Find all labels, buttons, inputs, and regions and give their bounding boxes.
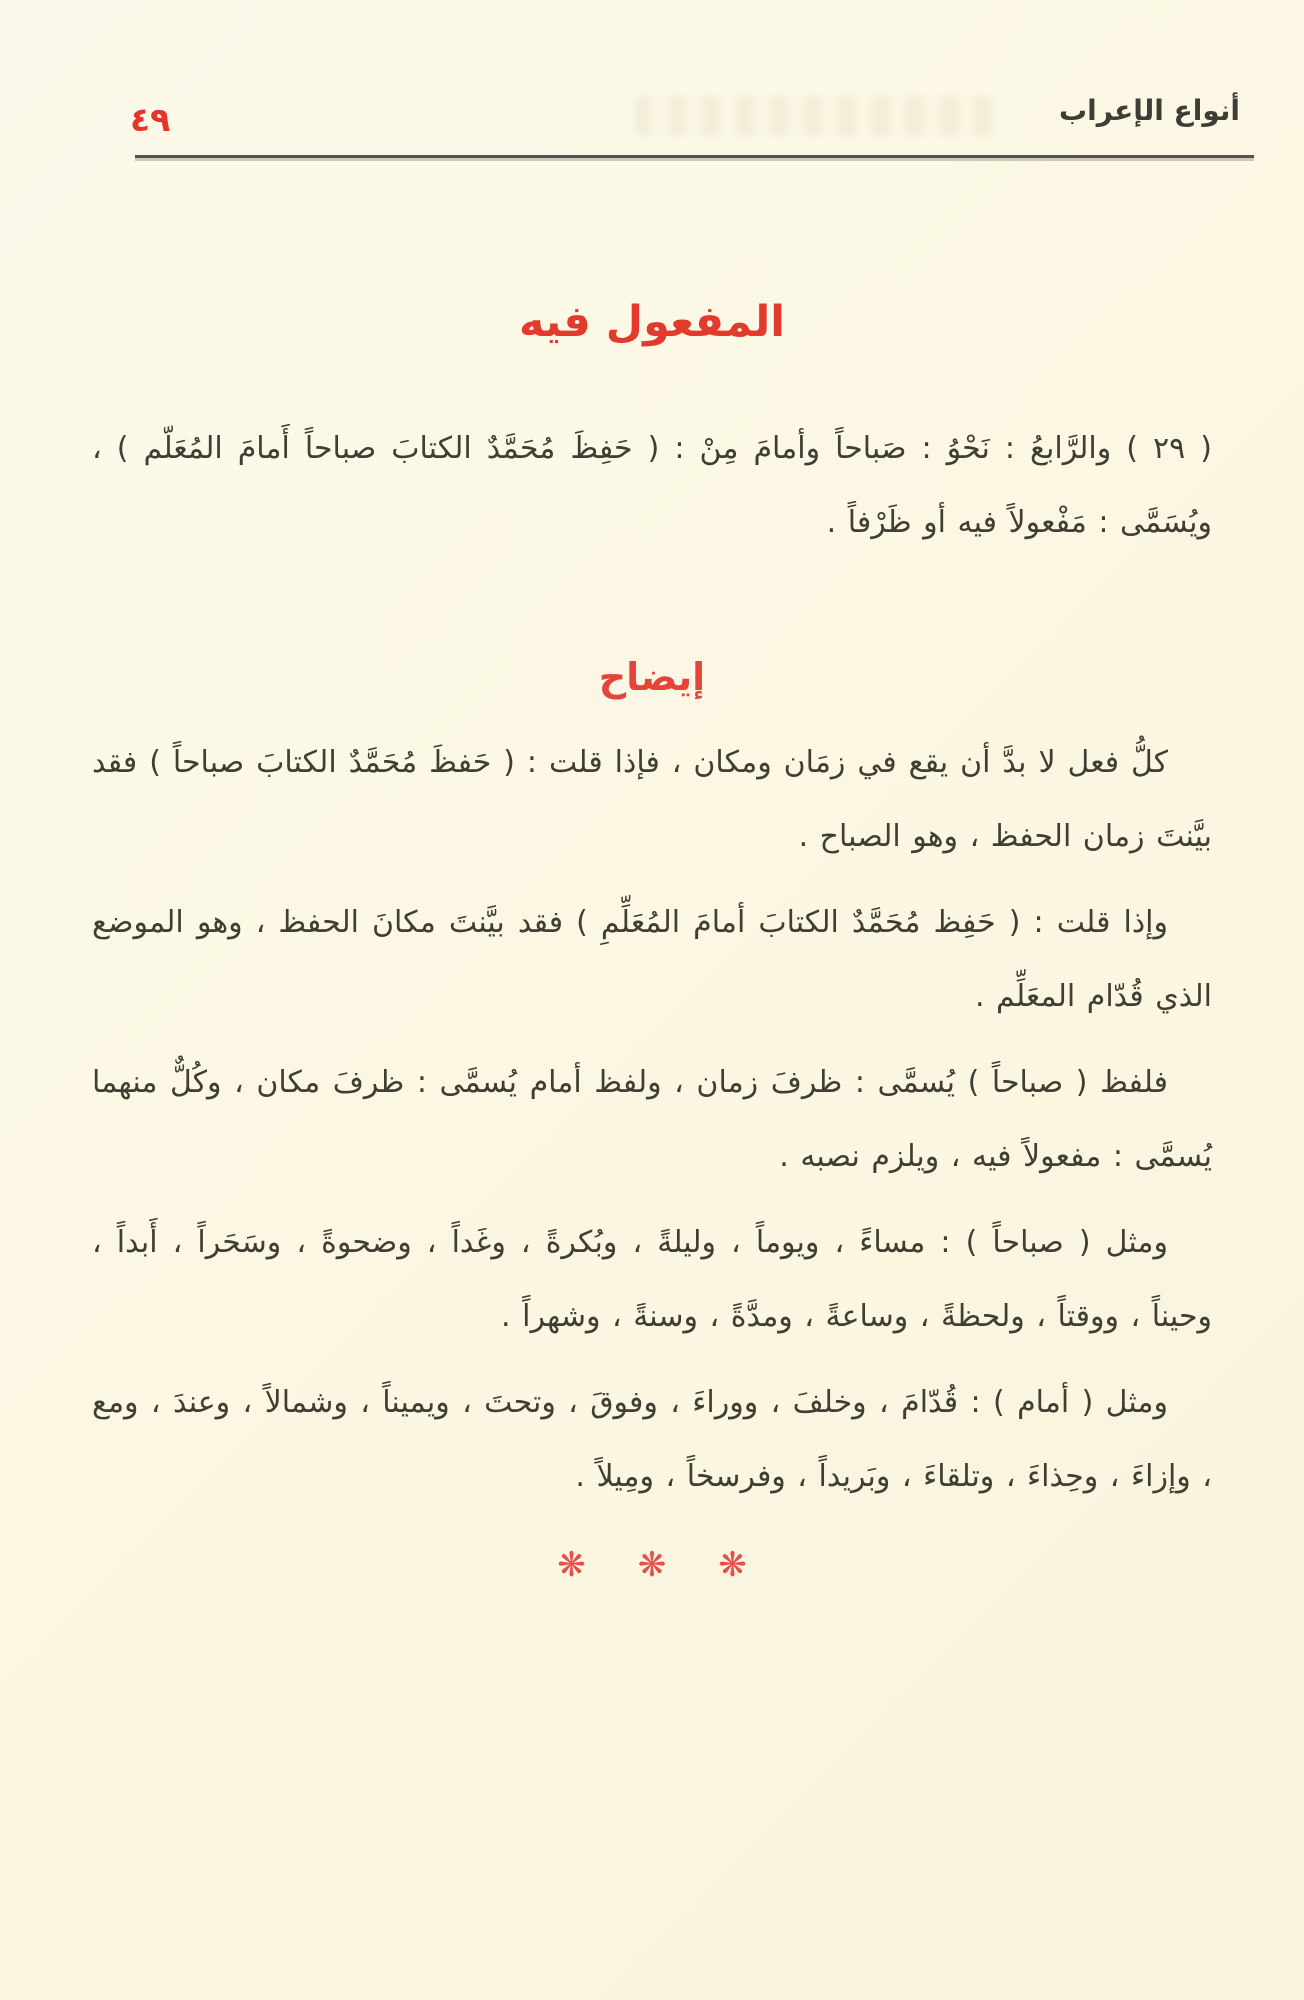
- paragraph-time-place-intro: كلُّ فعل لا بدَّ أن يقع في زمَان ومكان ، فإذا قلت : ( حَفظَ مُحَمَّدٌ الكتابَ صباحاً ) فقد بيَّنتَ زمان الحفظ ، وهو الصباح .: [92, 745, 1212, 854]
- asterisk-flower-icon: ❋: [637, 1545, 667, 1585]
- paragraph-rule-29: ( ٢٩ ) والرَّابعُ : نَحْوُ : صَباحاً وأمامَ مِنْ : ( حَفِظَ مُحَمَّدٌ الكتابَ صباحاً أَمامَ المُعَلّم ) ، ويُسَمَّى : مَفْعولاً فيه أو ظَرْفاً .: [92, 431, 1212, 540]
- header-rule-divider: [135, 155, 1254, 158]
- paragraph-time-adverbs-list: ومثل ( صباحاً ) : مساءً ، ويوماً ، وليلةً ، وبُكرةً ، وغَداً ، وضحوةً ، وسَحَراً ، أَبداً ، وحيناً ، ووقتاً ، ولحظةً ، وساعةً ، ومدَّةً ، وسنةً ، وشهراً .: [92, 1225, 1212, 1334]
- asterisk-flower-icon: ❋: [557, 1545, 586, 1585]
- end-of-section-ornament: [92, 1545, 1212, 1585]
- paragraph-place-example: وإذا قلت : ( حَفِظ مُحَمَّدٌ الكتابَ أمامَ المُعَلِّمِ ) فقد بيَّنتَ مكانَ الحفظ ، وهو الموضع الذي قُدّام المعَلِّم .: [92, 905, 1212, 1014]
- page-body: [92, 296, 1212, 1585]
- section-title: المفعول فيه: [519, 297, 785, 347]
- paragraph-zarf-naming: فلفظ ( صباحاً ) يُسمَّى : ظرفَ زمان ، ولفظ أمام يُسمَّى : ظرفَ مكان ، وكُلٌّ منهما يُسمَّى : مفعولاً فيه ، ويلزم نصبه .: [92, 1065, 1212, 1174]
- subheading-idah: إيضاح: [598, 655, 706, 699]
- ink-bleed-through: [634, 96, 994, 136]
- running-header-title: أنواع الإعراب: [1058, 94, 1240, 127]
- paragraph-place-adverbs-list: ومثل ( أمام ) : قُدّامَ ، وخلفَ ، ووراءَ ، وفوقَ ، وتحتَ ، ويميناً ، وشمالاً ، وعندَ ، ومع ، وإزاءَ ، وحِذاءَ ، وتلقاءَ ، وبَريداً ، وفرسخاً ، ومِيلاً .: [92, 1385, 1212, 1494]
- asterisk-flower-icon: ❋: [718, 1545, 747, 1585]
- page-number: ٤٩: [130, 100, 171, 139]
